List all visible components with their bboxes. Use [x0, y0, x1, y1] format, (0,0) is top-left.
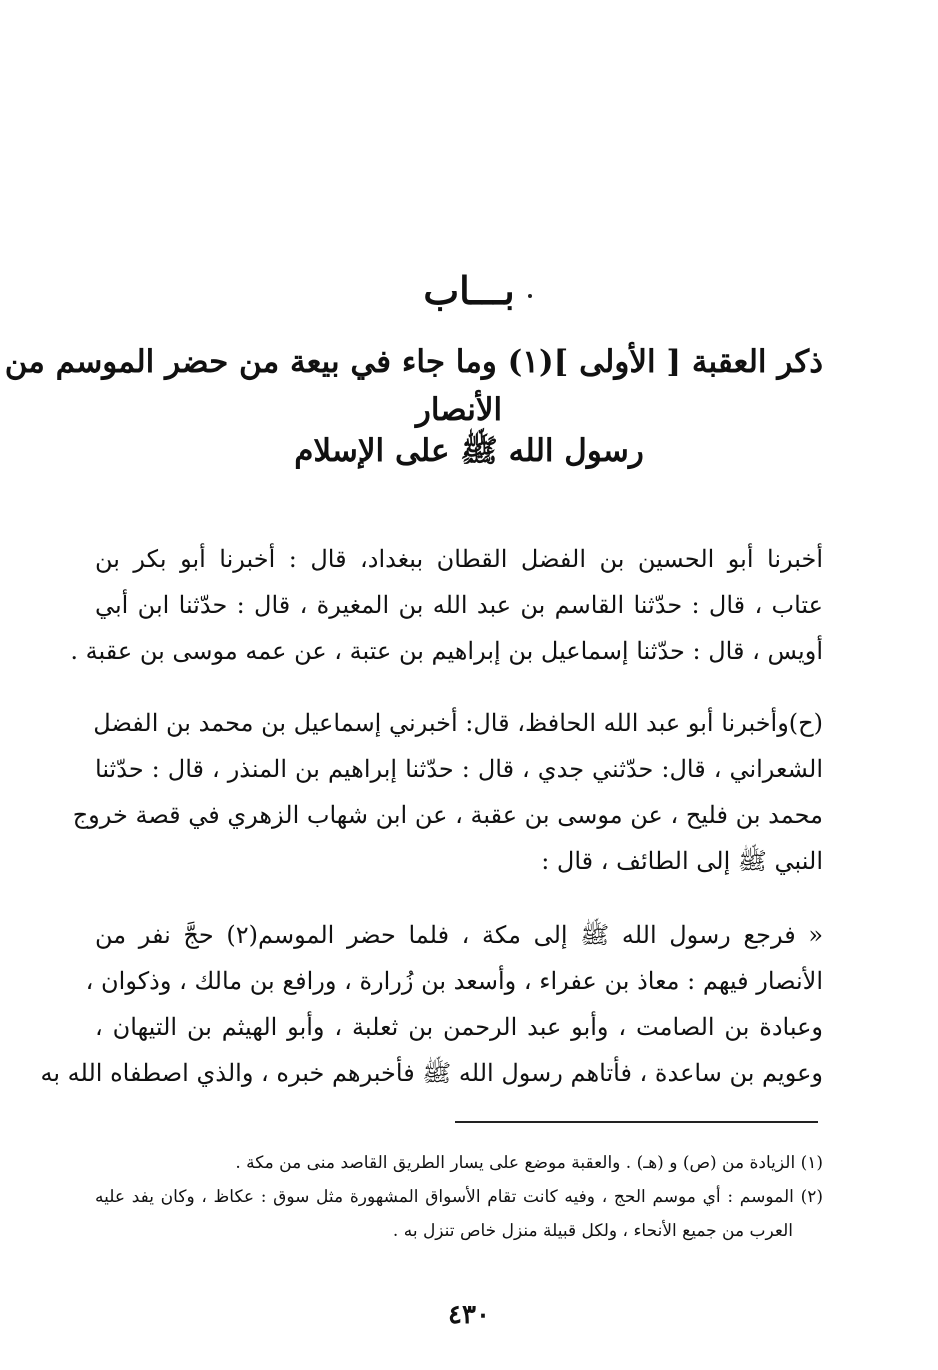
ornament-dot — [528, 294, 532, 298]
chapter-title — [4, 338, 823, 434]
paragraph-line: (ح)وأخبرنا أبو عبد الله الحافظ، قال: أخبرني إسماعيل بن محمد بن الفضل — [93, 709, 823, 737]
footnote-2-line-1: (٢) الموسم : أي موسم الحج ، وفيه كانت تقام الأسواق المشهورة مثل سوق : عكاظ ، وكان يفد عليه — [95, 1187, 823, 1207]
title-line-1: ذكر العقبة [ الأولى ](١) وما جاء في بيعة من حضر الموسم من — [4, 344, 823, 380]
paragraph-line: أويس ، قال : حدّثنا إسماعيل بن إبراهيم بن عتبة ، عن عمه موسى بن عقبة . — [70, 637, 823, 665]
footnotes — [95, 1146, 823, 1248]
page-number: ٤٣٠ — [448, 1300, 490, 1330]
footnote-separator — [455, 1121, 818, 1123]
paragraph-line: الشعراني ، قال: حدّثني جدي ، قال : حدّثنا إبراهيم بن المنذر ، قال : حدّثنا — [95, 755, 824, 783]
paragraph-line: أخبرنا أبو الحسين بن الفضل القطان ببغداد، قال : أخبرنا أبو بكر بن — [95, 545, 823, 573]
chapter-heading: بـــاب — [423, 268, 515, 313]
paragraph-line: النبي ﷺ إلى الطائف ، قال : — [541, 847, 823, 875]
paragraph-line: الأنصار فيهم : معاذ بن عفراء ، وأسعد بن زُرارة ، ورافع بن مالك ، وذكوان ، — [85, 967, 823, 995]
paragraph-1 — [70, 536, 823, 674]
title-line-3: رسول الله ﷺ على الإسلام — [294, 433, 644, 469]
paragraph-line: محمد بن فليح ، عن موسى بن عقبة ، عن ابن شهاب الزهري في قصة خروج — [72, 801, 823, 829]
paragraph-line: وعويم بن ساعدة ، فأتاهم رسول الله ﷺ فأخبرهم خبره ، والذي اصطفاه الله به — [40, 1059, 823, 1087]
paragraph-line: « فرجع رسول الله ﷺ إلى مكة ، فلما حضر الموسم(٢) حجَّ نفر من — [95, 921, 824, 949]
paragraph-line: وعبادة بن الصامت ، وأبو عبد الرحمن بن ثعلبة ، وأبو الهيثم بن التيهان ، — [95, 1013, 823, 1041]
paragraph-line: عتاب ، قال : حدّثنا القاسم بن عبد الله بن المغيرة ، قال : حدّثنا ابن أبي — [95, 591, 823, 619]
footnote-1: (١) الزيادة من (ص) و (هـ) . والعقبة موضع على يسار الطريق القاصد منى من مكة . — [235, 1153, 823, 1173]
title-line-2: الأنصار — [415, 392, 503, 428]
paragraph-2 — [72, 700, 824, 884]
footnote-2-line-2: العرب من جميع الأنحاء ، ولكل قبيلة منزل خاص تنزل به . — [392, 1221, 793, 1241]
paragraph-3 — [40, 912, 824, 1096]
